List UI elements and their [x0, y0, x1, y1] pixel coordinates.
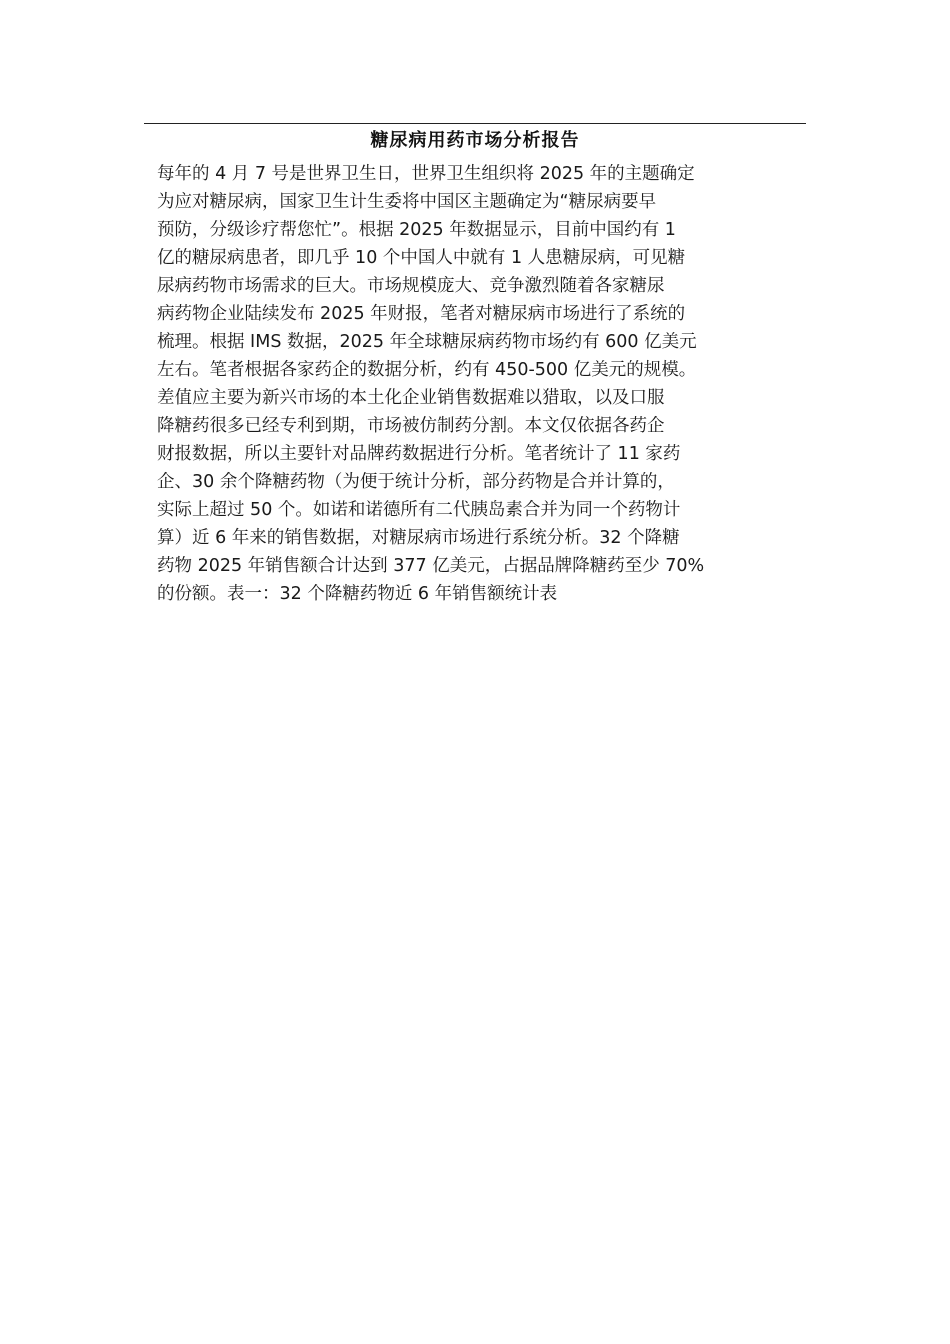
- paragraph-line: 药物 2025 年销售额合计达到 377 亿美元，占据品牌降糖药至少 70%: [157, 556, 705, 576]
- paragraph-line: 病药物企业陆续发布 2025 年财报，笔者对糖尿病市场进行了系统的: [157, 304, 686, 324]
- paragraph-line: 梳理。根据 IMS 数据，2025 年全球糖尿病药物市场约有 600 亿美元: [157, 332, 697, 352]
- paragraph-line: 实际上超过 50 个。如诺和诺德所有二代胰岛素合并为同一个药物计: [157, 500, 681, 520]
- paragraph-line: 算）近 6 年来的销售数据，对糖尿病市场进行系统分析。32 个降糖: [157, 528, 680, 548]
- paragraph-line: 的份额。表一：32 个降糖药物近 6 年销售额统计表: [157, 584, 558, 604]
- paragraph-line: 企、30 余个降糖药物（为便于统计分析，部分药物是合并计算的，: [157, 472, 675, 492]
- paragraph-line: 降糖药很多已经专利到期，市场被仿制药分割。本文仅依据各药企: [157, 416, 665, 436]
- paragraph-line: 亿的糖尿病患者，即几乎 10 个中国人中就有 1 人患糖尿病，可见糖: [157, 248, 686, 268]
- paragraph-line: 差值应主要为新兴市场的本土化企业销售数据难以猎取，以及口服: [157, 388, 665, 408]
- body-paragraph: [157, 160, 817, 608]
- header-rule: [144, 123, 806, 124]
- paragraph-line: 每年的 4 月 7 号是世界卫生日，世界卫生组织将 2025 年的主题确定: [157, 164, 695, 184]
- paragraph-line: 为应对糖尿病，国家卫生计生委将中国区主题确定为“糖尿病要早: [157, 192, 657, 212]
- paragraph-line: 左右。笔者根据各家药企的数据分析，约有 450-500 亿美元的规模。: [157, 360, 697, 380]
- paragraph-line: 财报数据，所以主要针对品牌药数据进行分析。笔者统计了 11 家药: [157, 444, 681, 464]
- paragraph-line: 预防，分级诊疗帮您忙”。根据 2025 年数据显示，目前中国约有 1: [157, 220, 676, 240]
- document-title: 糖尿病用药市场分析报告: [370, 130, 580, 151]
- paragraph-line: 尿病药物市场需求的巨大。市场规模庞大、竞争激烈随着各家糖尿: [157, 276, 665, 296]
